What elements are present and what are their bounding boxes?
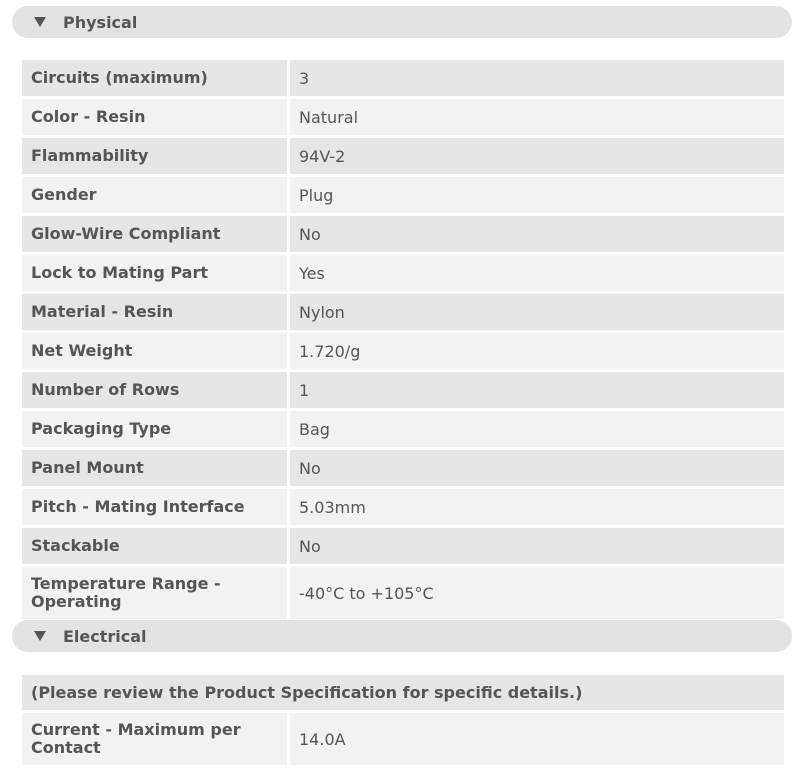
spec-label: Gender [22,177,287,213]
spec-label: Glow-Wire Compliant [22,216,287,252]
table-row [22,99,784,135]
table-row [22,60,784,96]
spec-value: 5.03mm [290,489,784,525]
physical-section-header[interactable] [12,6,792,38]
spec-value: Yes [290,255,784,291]
table-row [22,216,784,252]
spec-value: No [290,528,784,564]
spec-label: Packaging Type [22,411,287,447]
section-title: Electrical [63,626,147,646]
spec-label: Temperature Range - Operating [22,567,287,619]
table-row [22,372,784,408]
spec-label: Panel Mount [22,450,287,486]
spec-label: Color - Resin [22,99,287,135]
spec-value: No [290,450,784,486]
table-row [22,567,784,619]
table-row [22,528,784,564]
spec-value: No [290,216,784,252]
table-row [22,489,784,525]
table-row [22,450,784,486]
spec-value: Plug [290,177,784,213]
spec-value: -40°C to +105°C [290,567,784,619]
spec-value: Natural [290,99,784,135]
spec-value: Nylon [290,294,784,330]
section-title: Physical [63,12,138,32]
collapse-triangle-icon [34,17,46,27]
spec-label: Current - Maximum per Contact [22,713,287,765]
spec-value: 3 [290,60,784,96]
spec-label: Lock to Mating Part [22,255,287,291]
table-row [22,713,784,765]
table-row [22,294,784,330]
table-row [22,177,784,213]
spec-value: 1.720/g [290,333,784,369]
spec-label: Pitch - Mating Interface [22,489,287,525]
table-row [22,675,784,710]
spec-value: 14.0A [290,713,784,765]
spec-label: Flammability [22,138,287,174]
electrical-section-header[interactable] [12,620,792,652]
spec-note: (Please review the Product Specification for specific details.) [22,675,784,710]
table-row [22,255,784,291]
spec-value: 1 [290,372,784,408]
spec-label: Material - Resin [22,294,287,330]
spec-label: Net Weight [22,333,287,369]
table-row [22,138,784,174]
spec-label: Circuits (maximum) [22,60,287,96]
spec-label: Stackable [22,528,287,564]
electrical-spec-table [22,675,784,765]
collapse-triangle-icon [34,631,46,641]
table-row [22,411,784,447]
spec-value: 94V-2 [290,138,784,174]
table-row [22,333,784,369]
spec-label: Number of Rows [22,372,287,408]
spec-value: Bag [290,411,784,447]
physical-spec-table [22,60,784,619]
